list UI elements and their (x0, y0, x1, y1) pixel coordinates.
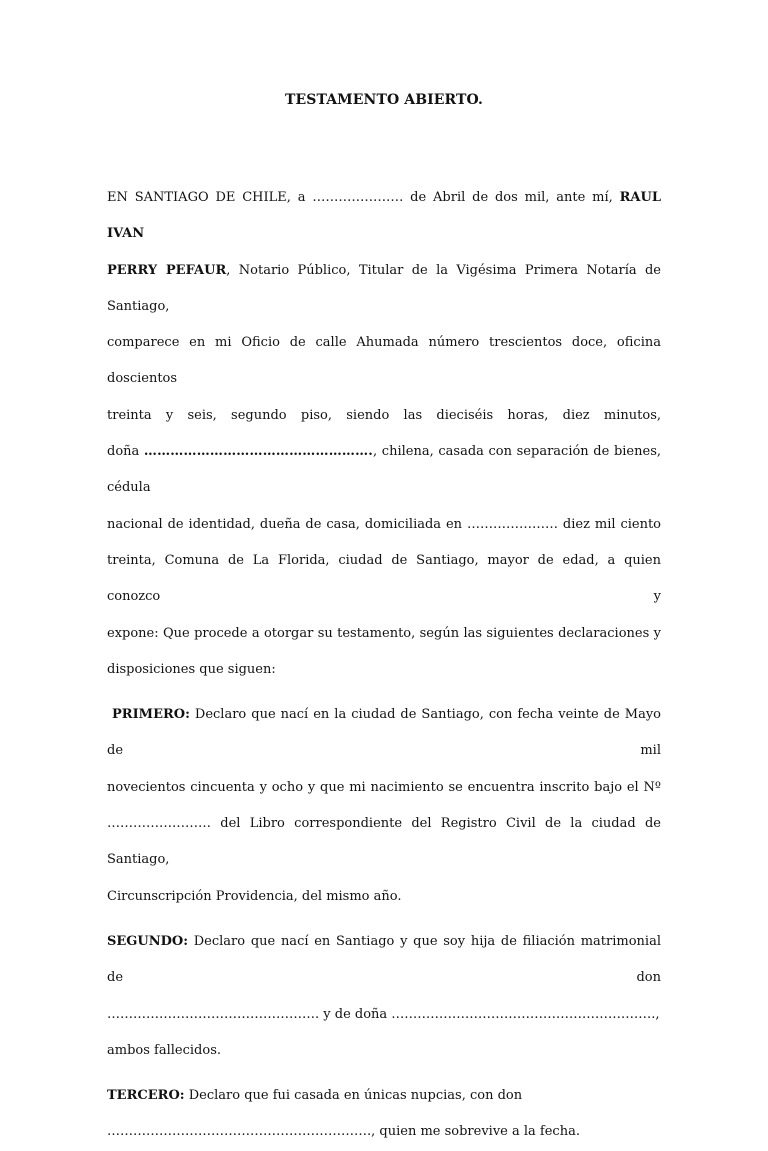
tercero-line-1-text: Declaro que fui casada en únicas nupcias, con don (184, 1088, 523, 1104)
testator-name-blank: ……………………………………………. (143, 444, 374, 460)
intro-line-2-text: , Notario Público, Titular de la Vigésima Primera Notaría de Santiago, (107, 262, 662, 314)
notary-name-first: RAUL IVAN (107, 190, 661, 242)
intro-line-5-a: doña (107, 444, 144, 460)
intro-line-3: comparece en mi Oficio de calle Ahumada número trescientos doce, oficina doscientos (107, 335, 661, 387)
document-body (107, 180, 661, 1151)
tercero-label: TERCERO: (107, 1088, 185, 1104)
segundo-line-1-text: Declaro que nací en Santiago y que soy hija de filiación matrimonial de don (107, 933, 661, 986)
tercero-line-2: ……………………………………………………., quien me sobrevive a la fecha. (107, 1124, 580, 1140)
intro-line-8: expone: Que procede a otorgar su testamento, según las siguientes declaraciones y (107, 625, 661, 641)
primero-line-2: novecientos cincuenta y ocho y que mi nacimiento se encuentra inscrito bajo el Nº (107, 779, 661, 795)
tercero-line-1 (107, 1078, 661, 1114)
intro-line-7: treinta, Comuna de La Florida, ciudad de Santiago, mayor de edad, a quien conozco y (107, 552, 661, 605)
primero-line-1-text: Declaro que nací en la ciudad de Santiago, con fecha veinte de Mayo de mil (107, 707, 661, 759)
intro-line-1 (107, 180, 661, 253)
intro-line-1-text: EN SANTIAGO DE CHILE, a ………………… de Abril de dos mil, ante mí, (107, 190, 620, 205)
intro-line-4: treinta y seis, segundo piso, siendo las dieciséis horas, diez minutos, (107, 407, 661, 423)
segundo-line-3: ambos fallecidos. (107, 1042, 221, 1058)
intro-line-5 (107, 434, 661, 507)
segundo-line-1 (107, 924, 661, 997)
tercero-paragraph (107, 1078, 661, 1151)
intro-line-2 (107, 253, 661, 326)
intro-paragraph (107, 180, 661, 688)
primero-label: PRIMERO: (112, 707, 190, 723)
notary-name-last: PERRY PEFAUR (107, 262, 227, 278)
segundo-paragraph (107, 924, 661, 1069)
segundo-label: SEGUNDO: (107, 933, 189, 949)
intro-line-6: nacional de identidad, dueña de casa, domiciliada en ………………… diez mil ciento (107, 516, 661, 532)
primero-paragraph (107, 697, 661, 915)
intro-line-9: disposiciones que siguen: (107, 661, 276, 677)
primero-line-1 (107, 697, 661, 770)
segundo-line-2: …………………………………………. y de doña ……………………………………………………., (107, 1006, 660, 1022)
primero-line-4: Circunscripción Providencia, del mismo año. (107, 888, 402, 904)
intro-line-5-c: , chilena, casada con separación de bienes, cédula (107, 444, 661, 496)
document-title: TESTAMENTO ABIERTO. (284, 92, 484, 108)
primero-line-3: …………………… del Libro correspondiente del Registro Civil de la ciudad de Santiago, (107, 816, 661, 868)
